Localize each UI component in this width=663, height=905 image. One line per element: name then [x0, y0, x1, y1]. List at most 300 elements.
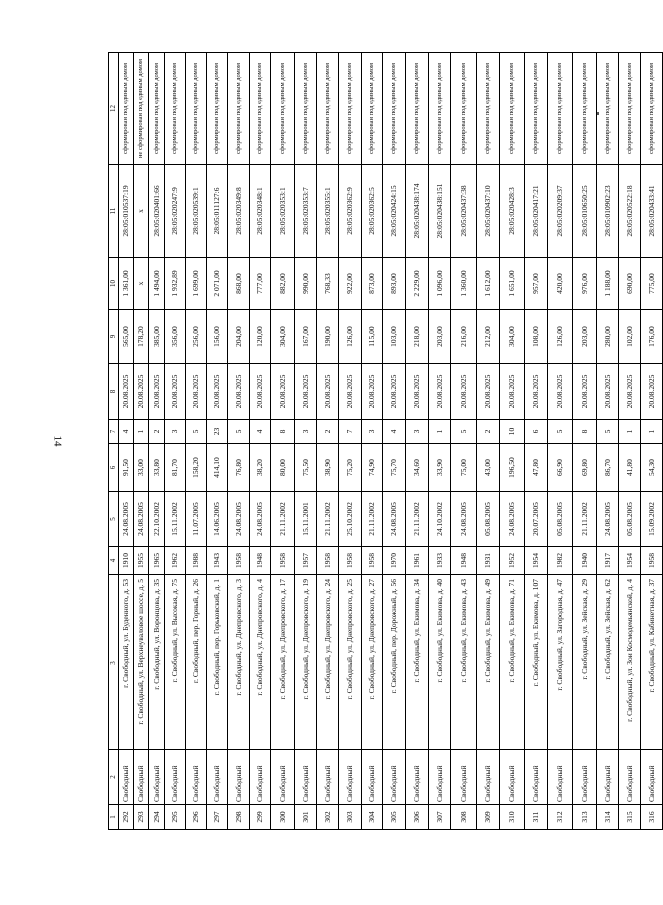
table-row [477, 53, 500, 830]
table-cell: 28:05:010537:19 [119, 165, 134, 258]
table-cell: 21.11.2002 [317, 492, 339, 547]
table-cell: 28:05:020437:38 [451, 165, 477, 258]
table-cell: 05.08.2005 [477, 492, 500, 547]
table-cell: 20.08.2025 [573, 364, 597, 420]
table-cell: 1958 [317, 547, 339, 575]
table-cell: 75,50 [295, 444, 317, 492]
table-cell: Свободный [641, 750, 663, 805]
table-cell: 28:05:020417:21 [525, 165, 548, 258]
table-cell: 1954 [619, 547, 641, 575]
table-cell: 20.08.2025 [406, 364, 429, 420]
table-cell: 28:05:020247:9 [165, 165, 186, 258]
table-cell: Свободный [134, 750, 149, 805]
rotated-registry-table [108, 53, 663, 830]
table-cell: Свободный [429, 750, 451, 805]
table-cell: Свободный [548, 750, 573, 805]
table-cell: 20.07.2005 [525, 492, 548, 547]
table-cell: 126,00 [339, 310, 362, 364]
table-cell: Свободный [207, 750, 228, 805]
table-cell: 74,90 [362, 444, 383, 492]
table-cell: сформирован под единым домом [383, 53, 406, 165]
table-cell: г. Свободный, ул. Екимова, д. 43 [451, 575, 477, 750]
table-cell: 20.08.2025 [119, 364, 134, 420]
table-cell: 178,20 [134, 310, 149, 364]
table-cell: 75,20 [339, 444, 362, 492]
table-cell: 204,00 [228, 310, 250, 364]
table-cell: Свободный [165, 750, 186, 805]
table-cell: 212,00 [477, 310, 500, 364]
table-cell: 43,00 [477, 444, 500, 492]
table-cell: Свободный [149, 750, 165, 805]
table-cell: 3 [362, 420, 383, 444]
table-cell: г. Свободный, ул. Екимова, д. 71 [500, 575, 525, 750]
table-frame [108, 53, 656, 830]
table-cell: 24.08.2005 [119, 492, 134, 547]
table-cell: 1 [641, 420, 663, 444]
table-cell: сформирован под единым домом [525, 53, 548, 165]
table-cell: 28:05:020355:1 [317, 165, 339, 258]
table-cell: 3 [406, 420, 429, 444]
table-row [149, 53, 165, 830]
table-cell: 1948 [250, 547, 271, 575]
table-cell: 20.08.2025 [362, 364, 383, 420]
table-cell: г. Свободный, ул. Днепровского, д. 19 [295, 575, 317, 750]
table-cell: 1 699,00 [186, 258, 207, 310]
table-row [119, 53, 134, 830]
table-cell: 1958 [362, 547, 383, 575]
table-cell: сформирован под единым домом [406, 53, 429, 165]
table-cell: 775,00 [641, 258, 663, 310]
table-cell: 307 [429, 805, 451, 830]
table-cell: 91,50 [119, 444, 134, 492]
table-cell: г. Свободный, ул. Кабинетная, д. 37 [641, 575, 663, 750]
table-cell: 1 188,00 [597, 258, 619, 310]
table-cell: 385,00 [149, 310, 165, 364]
table-cell: г. Свободный, ул. Днепровского, д. 3 [228, 575, 250, 750]
table-cell: 20.08.2025 [295, 364, 317, 420]
table-cell: 1 360,00 [451, 258, 477, 310]
table-cell: 5 [597, 420, 619, 444]
table-cell: 310 [500, 805, 525, 830]
table-cell: 103,00 [383, 310, 406, 364]
table-cell: 8 [271, 420, 295, 444]
table-cell: 126,00 [548, 310, 573, 364]
table-cell: 20.08.2025 [525, 364, 548, 420]
table-cell: 24.08.2005 [383, 492, 406, 547]
column-header: 11 [109, 165, 119, 258]
table-row [525, 53, 548, 830]
table-cell: 28:05:010650:25 [573, 165, 597, 258]
table-row [573, 53, 597, 830]
table-cell: 1933 [429, 547, 451, 575]
table-cell: 24.10.2002 [429, 492, 451, 547]
table-cell: 120,00 [250, 310, 271, 364]
table-cell: 20.08.2025 [228, 364, 250, 420]
table-cell: 28:05:020438:151 [429, 165, 451, 258]
table-cell: г. Свободный, ул. Днепровского, д. 4 [250, 575, 271, 750]
table-cell: 28:05:020401:66 [149, 165, 165, 258]
table-cell: 28:05:020362:5 [362, 165, 383, 258]
table-cell: 893,00 [383, 258, 406, 310]
column-header: 5 [109, 492, 119, 547]
table-cell: 108,00 [525, 310, 548, 364]
table-cell: 216,00 [451, 310, 477, 364]
column-header: 8 [109, 364, 119, 420]
table-cell: 203,00 [573, 310, 597, 364]
table-cell: 256,00 [186, 310, 207, 364]
table-cell: 66,90 [548, 444, 573, 492]
table-cell: Свободный [597, 750, 619, 805]
table-cell: 28:05:020353:1 [271, 165, 295, 258]
table-cell: 4 [250, 420, 271, 444]
table-row [406, 53, 429, 830]
table-cell: 1957 [295, 547, 317, 575]
table-cell: 176,00 [641, 310, 663, 364]
table-cell: Свободный [186, 750, 207, 805]
table-cell: 294 [149, 805, 165, 830]
table-cell: 303 [339, 805, 362, 830]
housing-registry-table [108, 52, 663, 830]
table-cell: 21.11.2002 [573, 492, 597, 547]
table-cell: 565,00 [119, 310, 134, 364]
table-cell: 20.08.2025 [619, 364, 641, 420]
table-cell: 313 [573, 805, 597, 830]
table-cell: 1952 [500, 547, 525, 575]
table-cell: 20.08.2025 [500, 364, 525, 420]
table-cell: г. Свободный, ул. Днепровского, д. 17 [271, 575, 295, 750]
table-cell: 1958 [228, 547, 250, 575]
column-header: 6 [109, 444, 119, 492]
table-cell: г. Свободный, ул. Верхнеуваловое шоссе, д. 5 [134, 575, 149, 750]
table-cell: сформирован под единым домом [573, 53, 597, 165]
table-cell: 1 361,00 [119, 258, 134, 310]
table-cell: г. Свободный, ул. Зейская, д. 62 [597, 575, 619, 750]
table-cell: сформирован под единым домом [477, 53, 500, 165]
table-row [228, 53, 250, 830]
table-cell: Свободный [573, 750, 597, 805]
table-cell: 315 [619, 805, 641, 830]
table-cell: x [134, 165, 149, 258]
table-cell: 20.08.2025 [186, 364, 207, 420]
table-cell: 86,70 [597, 444, 619, 492]
table-cell: 300 [271, 805, 295, 830]
table-cell: 292 [119, 805, 134, 830]
table-cell: 3 [295, 420, 317, 444]
table-cell: 21.11.2002 [271, 492, 295, 547]
table-row [619, 53, 641, 830]
table-cell: 20.08.2025 [383, 364, 406, 420]
table-cell: Свободный [317, 750, 339, 805]
table-cell: 69,80 [573, 444, 597, 492]
table-cell: 297 [207, 805, 228, 830]
table-row [548, 53, 573, 830]
table-cell: 1948 [451, 547, 477, 575]
table-cell: Свободный [383, 750, 406, 805]
table-cell: 356,00 [165, 310, 186, 364]
table-cell: 34,60 [406, 444, 429, 492]
table-cell: 2 [149, 420, 165, 444]
table-cell: 190,00 [317, 310, 339, 364]
table-cell: г. Свободный, ул. Загородная, д. 47 [548, 575, 573, 750]
table-row [207, 53, 228, 830]
table-cell: 312 [548, 805, 573, 830]
table-cell: 24.08.2005 [500, 492, 525, 547]
column-header: 3 [109, 575, 119, 750]
table-cell: 14.06.2005 [207, 492, 228, 547]
table-row [250, 53, 271, 830]
table-cell: г. Свободный, ул. Екимова, д. 40 [429, 575, 451, 750]
table-cell: 305 [383, 805, 406, 830]
table-cell: 81,70 [165, 444, 186, 492]
table-cell: сформирован под единым домом [186, 53, 207, 165]
table-cell: 20.08.2025 [548, 364, 573, 420]
table-cell: Свободный [339, 750, 362, 805]
table-row [165, 53, 186, 830]
table-cell: сформирован под единым домом [295, 53, 317, 165]
table-cell: 75,70 [383, 444, 406, 492]
table-cell: 158,20 [186, 444, 207, 492]
table-cell: г. Свободный, ул. Днепровского, д. 27 [362, 575, 383, 750]
table-cell: 922,00 [339, 258, 362, 310]
table-cell: 768,33 [317, 258, 339, 310]
table-cell: 293 [134, 805, 149, 830]
table-row [339, 53, 362, 830]
table-cell: 309 [477, 805, 500, 830]
table-cell: 2 [477, 420, 500, 444]
table-cell: 28:05:020438:174 [406, 165, 429, 258]
table-cell: 1958 [641, 547, 663, 575]
table-cell: 1917 [597, 547, 619, 575]
column-header: 12 [109, 53, 119, 165]
table-cell: 33,80 [149, 444, 165, 492]
table-cell: сформирован под единым домом [250, 53, 271, 165]
table-cell: 11.07.2005 [186, 492, 207, 547]
table-cell: 115,00 [362, 310, 383, 364]
table-cell: г. Свободный, ул. Зои Космодемьянской, д. 4 [619, 575, 641, 750]
table-cell: x [134, 258, 149, 310]
table-cell: 20.08.2025 [339, 364, 362, 420]
table-cell: 301 [295, 805, 317, 830]
table-cell: 1 612,00 [477, 258, 500, 310]
table-cell: 5 [548, 420, 573, 444]
table-cell: 15.09.2002 [641, 492, 663, 547]
column-header: 10 [109, 258, 119, 310]
table-cell: 20.08.2025 [477, 364, 500, 420]
table-cell: 4 [383, 420, 406, 444]
table-cell: Свободный [451, 750, 477, 805]
table-cell: Свободный [250, 750, 271, 805]
table-cell: 1910 [119, 547, 134, 575]
table-cell: 5 [186, 420, 207, 444]
table-cell: 28:05:020539:1 [186, 165, 207, 258]
table-cell: 20.08.2025 [451, 364, 477, 420]
table-cell: 21.11.2002 [362, 492, 383, 547]
table-cell: г. Свободный, ул. Екимова, д. 107 [525, 575, 548, 750]
table-cell: 33,00 [134, 444, 149, 492]
table-cell: 28:05:020349:8 [228, 165, 250, 258]
table-cell: Свободный [271, 750, 295, 805]
table-cell: г. Свободный, ул. Буденного, д. 53 [119, 575, 134, 750]
column-header: 7 [109, 420, 119, 444]
table-cell: 41,80 [619, 444, 641, 492]
table-cell: 28:05:020424:15 [383, 165, 406, 258]
table-cell: 957,00 [525, 258, 548, 310]
table-cell: 6 [525, 420, 548, 444]
table-cell: 5 [451, 420, 477, 444]
column-header: 4 [109, 547, 119, 575]
table-cell: 24.08.2005 [451, 492, 477, 547]
table-cell: 20.08.2025 [165, 364, 186, 420]
table-cell: сформирован под единым домом [548, 53, 573, 165]
table-row [641, 53, 663, 830]
table-cell: 28:05:020353:7 [295, 165, 317, 258]
table-cell: 24.08.2005 [134, 492, 149, 547]
table-cell: г. Свободный, ул. Днепровского, д. 25 [339, 575, 362, 750]
table-cell: 777,00 [250, 258, 271, 310]
table-cell: г. Свободный, ул. Днепровского, д. 24 [317, 575, 339, 750]
table-row [383, 53, 406, 830]
table-cell: Свободный [500, 750, 525, 805]
table-cell: сформирован под единым домом [641, 53, 663, 165]
table-cell: 990,00 [295, 258, 317, 310]
table-cell: г. Свободный, ул. Екимова, д. 49 [477, 575, 500, 750]
table-cell: 28:05:010902:23 [597, 165, 619, 258]
table-cell: Свободный [295, 750, 317, 805]
column-header: 1 [109, 805, 119, 830]
table-cell: 05.08.2005 [619, 492, 641, 547]
table-cell: 304,00 [500, 310, 525, 364]
table-cell: 20.08.2025 [250, 364, 271, 420]
table-cell: 311 [525, 805, 548, 830]
table-cell: сформирован под единым домом [339, 53, 362, 165]
table-cell: 196,50 [500, 444, 525, 492]
table-body [109, 53, 663, 830]
table-cell: 306 [406, 805, 429, 830]
table-cell: 23 [207, 420, 228, 444]
table-cell: 20.08.2025 [207, 364, 228, 420]
table-cell: Свободный [406, 750, 429, 805]
table-cell: 298 [228, 805, 250, 830]
table-cell: Свободный [362, 750, 383, 805]
table-cell: сформирован под единым домом [317, 53, 339, 165]
table-cell: 28:05:020433:41 [641, 165, 663, 258]
table-cell: 690,00 [619, 258, 641, 310]
table-row [451, 53, 477, 830]
table-cell: 304,00 [271, 310, 295, 364]
table-cell: 1943 [207, 547, 228, 575]
table-cell: 156,00 [207, 310, 228, 364]
table-cell: сформирован под единым домом [207, 53, 228, 165]
table-cell: 22.10.2002 [149, 492, 165, 547]
table-cell: 3 [165, 420, 186, 444]
table-cell: 38,20 [250, 444, 271, 492]
table-cell: 28:05:020209:37 [548, 165, 573, 258]
table-cell: 20.08.2025 [271, 364, 295, 420]
table-cell: 304 [362, 805, 383, 830]
table-cell: 20.08.2025 [429, 364, 451, 420]
page-number: 14 [51, 435, 64, 447]
table-cell: 1982 [548, 547, 573, 575]
table-cell: 314 [597, 805, 619, 830]
table-cell: 20.08.2025 [317, 364, 339, 420]
table-row [429, 53, 451, 830]
table-cell: сформирован под единым домом [429, 53, 451, 165]
table-cell: 20.08.2025 [641, 364, 663, 420]
table-cell: сформирован под единым домом [149, 53, 165, 165]
table-cell: 414,10 [207, 444, 228, 492]
table-cell: г. Свободный, пер. Горный, д. 26 [186, 575, 207, 750]
table-cell: сформирован под единым домом [119, 53, 134, 165]
table-cell: 15.11.2001 [295, 492, 317, 547]
table-cell: 15.11.2002 [165, 492, 186, 547]
table-cell: 316 [641, 805, 663, 830]
table-cell: 1970 [383, 547, 406, 575]
table-cell: 24.08.2005 [228, 492, 250, 547]
table-cell: сформирован под единым домом [362, 53, 383, 165]
column-header: 2 [109, 750, 119, 805]
column-number-row [109, 53, 119, 830]
table-cell: Свободный [525, 750, 548, 805]
column-header: 9 [109, 310, 119, 364]
table-cell: г. Свободный, пер. Горьковский, д. 1 [207, 575, 228, 750]
table-cell: 05.08.2005 [548, 492, 573, 547]
table-cell: 4 [119, 420, 134, 444]
table-cell: 295 [165, 805, 186, 830]
table-row [134, 53, 149, 830]
table-cell: 102,00 [619, 310, 641, 364]
table-cell: 1940 [573, 547, 597, 575]
table-cell: г. Свободный, ул. Зейская, д. 29 [573, 575, 597, 750]
table-cell: 218,00 [406, 310, 429, 364]
table-cell: 28:05:020362:9 [339, 165, 362, 258]
table-cell: 1 932,89 [165, 258, 186, 310]
table-cell: 203,00 [429, 310, 451, 364]
table-row [597, 53, 619, 830]
table-row [362, 53, 383, 830]
table-cell: 1 651,00 [500, 258, 525, 310]
table-row [186, 53, 207, 830]
table-cell: 54,30 [641, 444, 663, 492]
table-cell: 28:05:011127:6 [207, 165, 228, 258]
table-cell: 1958 [271, 547, 295, 575]
table-cell: 76,80 [228, 444, 250, 492]
table-cell: 7 [339, 420, 362, 444]
table-cell: сформирован под единым домом [619, 53, 641, 165]
table-cell: 20.08.2025 [134, 364, 149, 420]
table-cell: 75,00 [451, 444, 477, 492]
table-cell: 1958 [339, 547, 362, 575]
table-cell: сформирован под единым домом [500, 53, 525, 165]
table-cell: сформирован под единым домом [271, 53, 295, 165]
table-cell: 28:05:020437:10 [477, 165, 500, 258]
table-cell: 24.08.2005 [250, 492, 271, 547]
table-cell: 20.08.2025 [597, 364, 619, 420]
table-cell: 1 494,00 [149, 258, 165, 310]
table-cell: г. Свободный, пер. Дорожный, д. 56 [383, 575, 406, 750]
table-cell: 1961 [406, 547, 429, 575]
table-cell: 296 [186, 805, 207, 830]
table-cell: 873,00 [362, 258, 383, 310]
table-cell: 302 [317, 805, 339, 830]
table-cell: 308 [451, 805, 477, 830]
table-cell: сформирован под единым домом [451, 53, 477, 165]
table-cell: 1962 [165, 547, 186, 575]
table-cell: сформирован под единым домом [597, 53, 619, 165]
table-cell: 28:05:020428:3 [500, 165, 525, 258]
table-cell: 299 [250, 805, 271, 830]
table-cell: г. Свободный, ул. Высокая, д. 75 [165, 575, 186, 750]
table-cell: 976,00 [573, 258, 597, 310]
